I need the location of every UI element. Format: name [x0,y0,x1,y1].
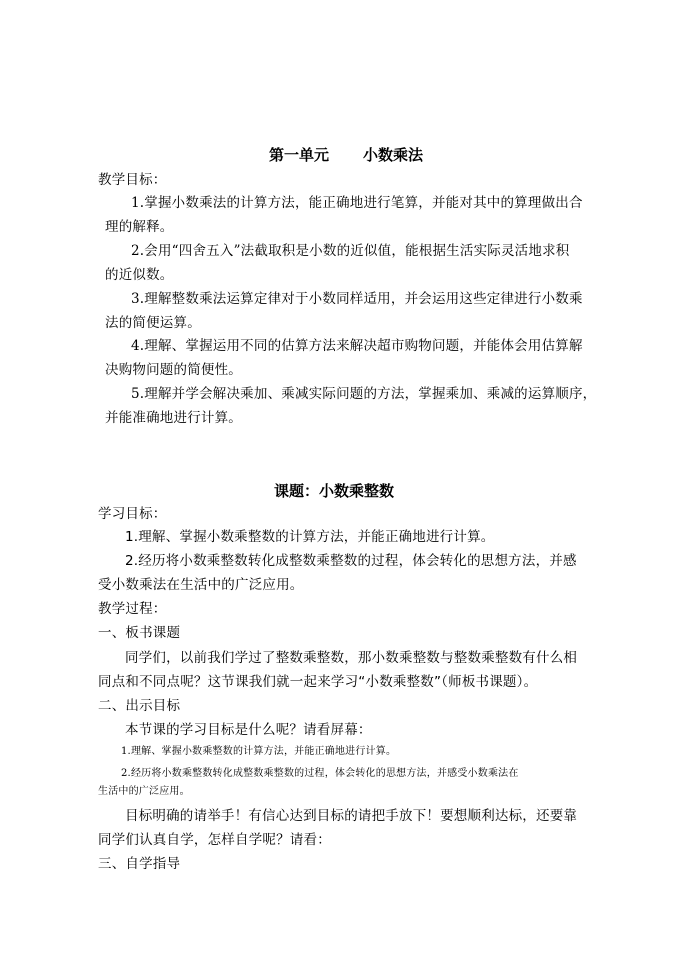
lesson-title: 课题：小数乘整数 [274,482,395,500]
learning-goal-2-line2: 受小数乘法在生活中的广泛应用。 [98,577,304,593]
goal-1-line1: 1.掌握小数乘法的计算方法，能正确地进行笔算，并能对其中的算理做出合 [131,195,583,211]
section3-heading: 三、自学指导 [98,856,181,872]
goals-label: 教学目标： [98,172,167,188]
section2-heading: 二、出示目标 [98,698,181,714]
goal-2-line1: 2.会用“四舍五入”法截取积是小数的近似值，能根据生活实际灵活地求积 [131,243,570,259]
goal-3-line1: 3.理解整数乘法运算定律对于小数同样适用，并会运用这些定律进行小数乘 [131,291,583,307]
unit-title-part2: 小数乘法 [363,146,424,164]
section1-heading: 一、板书课题 [98,625,181,641]
process-label: 教学过程： [98,601,167,617]
screen-goal-2-line2: 生活中的广泛应用。 [98,786,190,797]
section2-para: 本节课的学习目标是什么呢？请看屏幕： [125,722,372,738]
section2-para2-line2: 同学们认真自学，怎样自学呢？请看： [98,832,331,848]
goal-5-line2: 并能准确地进行计算。 [105,410,242,426]
unit-title-part1: 第一单元 [269,146,330,164]
learning-goal-1: 1.理解、掌握小数乘整数的计算方法，并能正确地进行计算。 [125,529,495,545]
goal-4-line1: 4.理解、掌握运用不同的估算方法来解决超市购物问题，并能体会用估算解 [131,338,583,354]
section1-para-line1: 同学们，以前我们学过了整数乘整数，那小数乘整数与整数乘整数有什么相 [125,650,578,666]
section2-para2-line1: 目标明确的请举手！有信心达到目标的请把手放下！要想顺利达标，还要靠 [125,808,578,824]
learning-goals-label: 学习目标： [98,506,167,522]
section1-para-line2: 同点和不同点呢？这节课我们就一起来学习“小数乘整数”（师板书课题）。 [98,674,538,690]
goal-3-line2: 法的简便运算。 [105,315,201,331]
goal-4-line2: 决购物问题的简便性。 [105,362,242,378]
unit-title [269,146,423,164]
screen-goal-2-line1: 2.经历将小数乘整数转化成整数乘整数的过程，体会转化的思想方法，并感受小数乘法在 [121,768,519,779]
goal-1-line2: 理的解释。 [105,219,174,235]
goal-2-line2: 的近似数。 [105,267,174,283]
learning-goal-2-line1: 2.经历将小数乘整数转化成整数乘整数的过程，体会转化的思想方法，并感 [125,553,577,569]
screen-goal-1: 1.理解、掌握小数乘整数的计算方法，并能正确地进行计算。 [121,746,397,757]
goal-5-line1: 5.理解并学会解决乘加、乘减实际问题的方法，掌握乘加、乘减的运算顺序， [131,386,597,402]
